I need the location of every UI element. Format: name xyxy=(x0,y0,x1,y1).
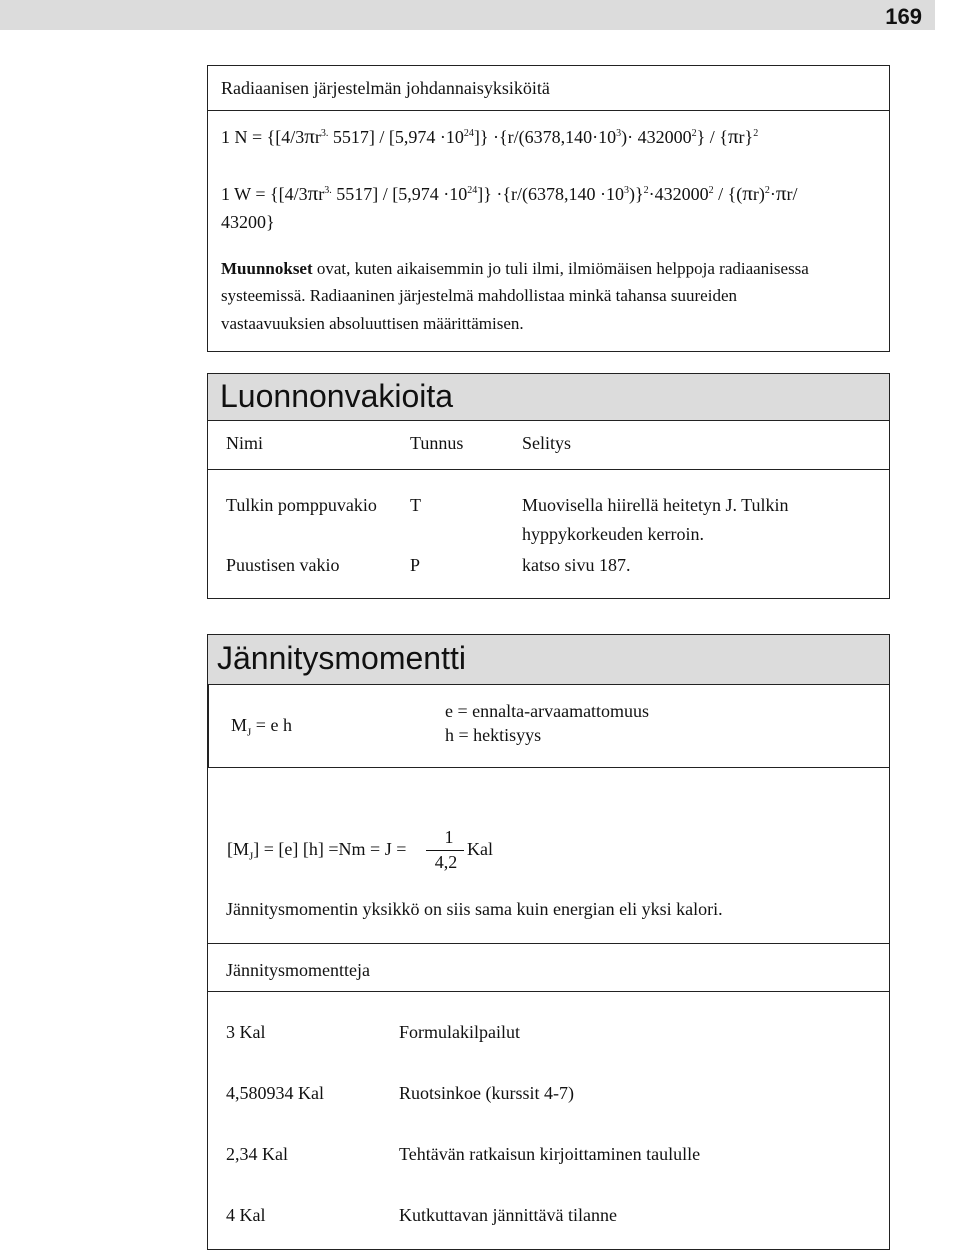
constants-title: Luonnonvakioita xyxy=(220,378,454,414)
unit-formula: $[M_J] = [e]$ [h] =Nm = J = xyxy=(227,839,407,863)
column-header-symbol: Tunnus xyxy=(410,433,464,453)
fraction-numerator: 1 xyxy=(444,827,454,847)
constants-title-bar xyxy=(208,374,889,421)
constant-description: katso sivu 187. xyxy=(522,555,631,575)
examples-title: Jännitysmomentteja xyxy=(226,960,370,980)
derived-units-box xyxy=(207,65,890,352)
unit-note: Jännitysmomentin yksikkö on siis sama kuin energian eli yksi kalori. xyxy=(226,899,723,919)
fraction-bar xyxy=(426,850,464,851)
legend-h: h = hektisyys xyxy=(445,725,542,745)
fraction-denominator: 4,2 xyxy=(434,852,458,872)
example-value: 2,34 Kal xyxy=(226,1144,288,1164)
watt-formula-line2: 43200} xyxy=(221,212,275,232)
conversion-paragraph-line2: systeemissä. Radiaaninen järjestelmä mahdollistaa minkä tahansa suureiden xyxy=(221,286,737,305)
conversion-paragraph-line1: Muunnokset ovat, kuten aikaisemmin jo tuli ilmi, ilmiömäisen helppoja radiaanisessa xyxy=(221,259,809,278)
constant-symbol: T xyxy=(410,495,421,515)
tension-title-bar xyxy=(208,635,889,685)
newton-formula: 1 $N = \{[4/3\pi r^{3.}$ $5517] / [5,974 \cdot 10^{24}]\} \cdot\{r/(6378,140\cdot 10^3)\cdot 432000^2\} / \{\pi r\}^2$ xyxy=(221,124,759,148)
divider xyxy=(208,469,889,470)
derived-units-title: Radiaanisen järjestelmän johdannaisyksiköitä xyxy=(221,78,550,98)
divider xyxy=(208,110,889,111)
divider xyxy=(208,767,889,768)
column-header-description: Selitys xyxy=(522,433,572,453)
example-value: 3 Kal xyxy=(226,1022,266,1042)
tension-title: Jännitysmomentti xyxy=(217,640,466,676)
divider xyxy=(208,943,889,944)
example-value: 4 Kal xyxy=(226,1205,266,1225)
constant-description-cont: hyppykorkeuden kerroin. xyxy=(522,524,704,544)
unit-formula-kal: Kal xyxy=(467,839,493,859)
legend-e: e = ennalta-arvaamattomuus xyxy=(445,701,650,721)
example-label: Tehtävän ratkaisun kirjoittaminen taululle xyxy=(399,1144,701,1164)
column-header-name: Nimi xyxy=(226,433,264,453)
example-value: 4,580934 Kal xyxy=(226,1083,324,1103)
page-number: 169 xyxy=(885,4,922,29)
page-header-bar xyxy=(0,0,935,30)
watt-formula: 1 $W = \{[4/3\pi r^{3.}$ $5517] / [5,974 \cdot 10^{24}]\} \cdot\{r/(6378,140 \cdot 10^3)\}^2\cdot 432000^2 / \{(\pi r)^2\cdot\pi r/$ xyxy=(221,181,798,205)
conversion-paragraph-line3: vastaavuuksien absoluuttisen määrittämisen. xyxy=(221,314,524,333)
constant-symbol: P xyxy=(410,555,421,575)
constant-name: Tulkin pomppuvakio xyxy=(226,495,377,515)
tension-moment-box xyxy=(207,634,890,1250)
tension-formula: $M_J = e$ h xyxy=(231,715,292,739)
constant-name: Puustisen vakio xyxy=(226,555,340,575)
example-label: Ruotsinkoe (kurssit 4-7) xyxy=(399,1083,574,1103)
example-label: Kutkuttavan jännittävä tilanne xyxy=(399,1205,617,1225)
divider xyxy=(208,684,209,768)
divider xyxy=(208,991,889,992)
constant-description: Muovisella hiirellä heitetyn J. Tulkin xyxy=(522,495,789,515)
example-label: Formulakilpailut xyxy=(399,1022,520,1042)
natural-constants-box xyxy=(207,373,890,599)
